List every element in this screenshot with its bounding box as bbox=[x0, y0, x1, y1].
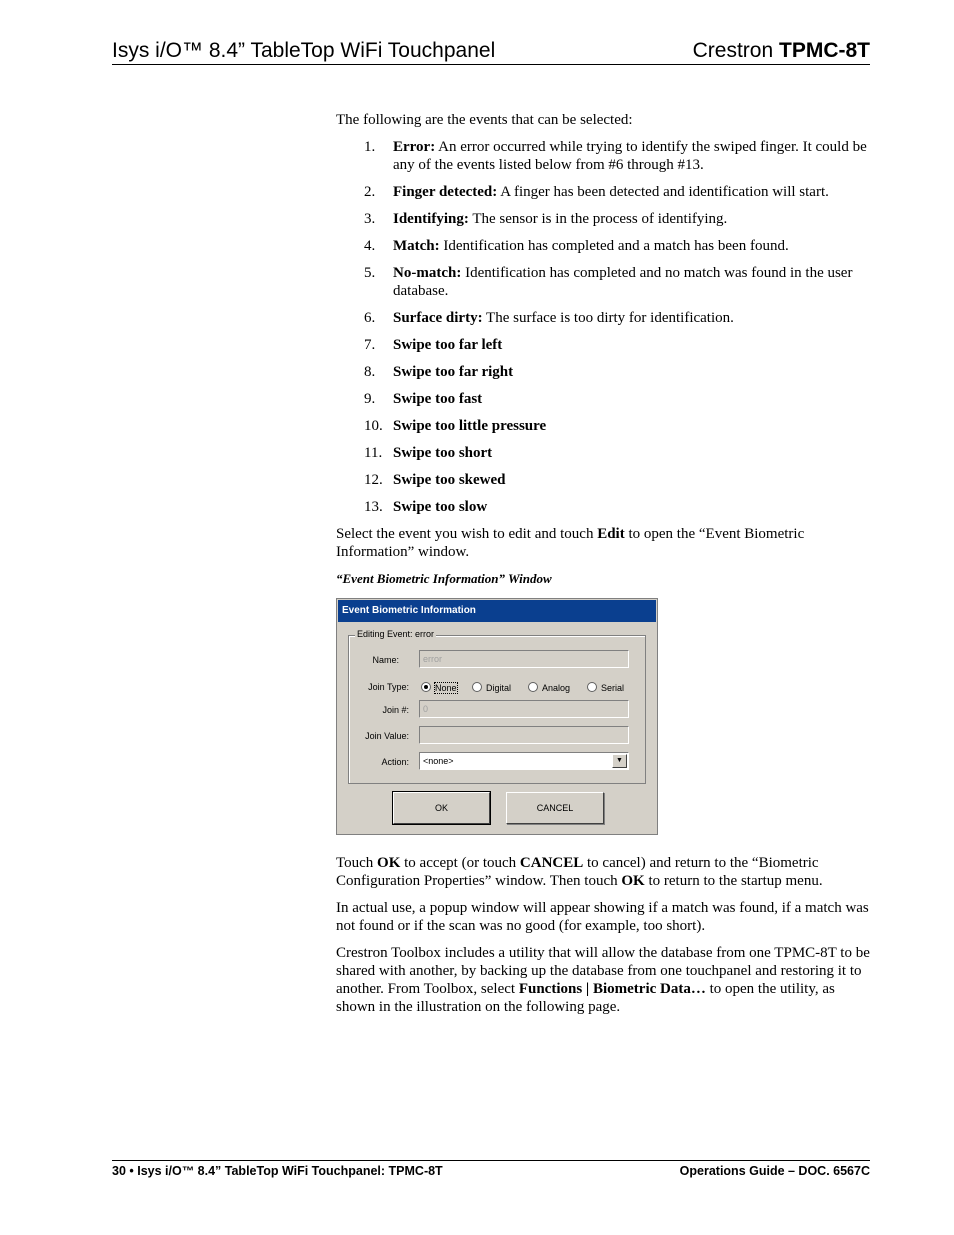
editing-event-group bbox=[348, 629, 646, 784]
dialog-titlebar: Event Biometric Information bbox=[338, 600, 656, 622]
event-name: Swipe too little pressure bbox=[393, 418, 547, 434]
list-item bbox=[336, 237, 870, 255]
header-model: TPMC-8T bbox=[779, 39, 870, 62]
select-paragraph: Select the event you wish to edit and touch Edit to open the “Event Biometric Information” window. bbox=[336, 526, 805, 560]
list-item-number: 3. bbox=[364, 211, 376, 227]
event-name: Match: bbox=[393, 238, 440, 254]
event-description: The surface is too dirty for identification. bbox=[486, 310, 734, 326]
list-item bbox=[336, 390, 870, 408]
list-item bbox=[336, 210, 870, 228]
list-item-number: 10. bbox=[364, 418, 383, 434]
name-field[interactable]: error bbox=[419, 650, 629, 668]
event-biometric-dialog bbox=[336, 598, 658, 835]
list-item-number: 8. bbox=[364, 364, 376, 380]
list-item bbox=[336, 417, 870, 435]
action-label: Action: bbox=[381, 757, 409, 767]
name-label: Name: bbox=[372, 655, 399, 665]
footer-left: 30 • Isys i/O™ 8.4” TableTop WiFi Touchpanel: TPMC-8T bbox=[112, 1164, 443, 1178]
list-item-number: 2. bbox=[364, 184, 376, 200]
events-list bbox=[336, 138, 870, 516]
join-number-field[interactable]: 0 bbox=[419, 700, 629, 718]
toolbox-paragraph: Crestron Toolbox includes a utility that will allow the database from one TPMC-8T to be shared with another, by backing up the database from one touchpanel and restoring it to another. From Toolbox, select Functions | Biometric Data… to open the utility, as shown in the illustration on the following page. bbox=[336, 945, 870, 1015]
event-name: Identifying: bbox=[393, 211, 469, 227]
event-description: An error occurred while trying to identify the swiped finger. It could be any of the events listed below from #6 through #13. bbox=[393, 139, 867, 173]
radio-analog-icon bbox=[528, 682, 538, 692]
event-name: No-match: bbox=[393, 265, 462, 281]
secondary-content bbox=[336, 854, 870, 1025]
list-item-number: 11. bbox=[364, 445, 383, 461]
list-item-number: 1. bbox=[364, 139, 376, 155]
list-item-number: 13. bbox=[364, 499, 383, 515]
list-item bbox=[336, 363, 870, 381]
event-description: A finger has been detected and identification will start. bbox=[500, 184, 829, 200]
radio-serial[interactable]: Serial bbox=[587, 682, 624, 693]
cancel-button[interactable]: CANCEL bbox=[506, 792, 604, 824]
intro-text: The following are the events that can be selected: bbox=[336, 112, 633, 128]
touch-paragraph: Touch OK to accept (or touch CANCEL to cancel) and return to the “Biometric Configuration Properties” window. Then touch OK to return to the startup menu. bbox=[336, 855, 823, 889]
event-name: Surface dirty: bbox=[393, 310, 483, 326]
list-item-number: 7. bbox=[364, 337, 376, 353]
list-item bbox=[336, 444, 870, 462]
main-content bbox=[336, 111, 870, 597]
list-item bbox=[336, 498, 870, 516]
action-select[interactable] bbox=[419, 752, 629, 770]
header-brand: Crestron bbox=[692, 39, 774, 62]
list-item-number: 9. bbox=[364, 391, 376, 407]
list-item bbox=[336, 183, 870, 201]
event-name: Swipe too skewed bbox=[393, 472, 506, 488]
event-name: Swipe too fast bbox=[393, 391, 483, 407]
radio-digital-icon bbox=[472, 682, 482, 692]
event-name: Error: bbox=[393, 139, 436, 155]
join-type-label: Join Type: bbox=[368, 682, 409, 692]
join-value-field[interactable] bbox=[419, 726, 629, 744]
actual-use-paragraph: In actual use, a popup window will appear showing if a match was found, if a match was not found or if the scan was no good (for example, too short). bbox=[336, 900, 869, 934]
event-name: Swipe too slow bbox=[393, 499, 488, 515]
figure-caption: “Event Biometric Information” Window bbox=[336, 571, 552, 586]
event-description: The sensor is in the process of identifying. bbox=[472, 211, 728, 227]
join-number-label: Join #: bbox=[382, 705, 409, 715]
header-brand-model bbox=[693, 38, 870, 64]
list-item bbox=[336, 336, 870, 354]
join-value-label: Join Value: bbox=[365, 731, 409, 741]
event-description: Identification has completed and a match has been found. bbox=[443, 238, 789, 254]
group-legend: Editing Event: error bbox=[357, 629, 435, 639]
list-item bbox=[336, 471, 870, 489]
list-item-number: 12. bbox=[364, 472, 383, 488]
event-description: Identification has completed and no match was found in the user database. bbox=[393, 265, 853, 299]
event-name: Swipe too far left bbox=[393, 337, 503, 353]
list-item-number: 4. bbox=[364, 238, 376, 254]
event-name: Finger detected: bbox=[393, 184, 498, 200]
event-name: Swipe too short bbox=[393, 445, 493, 461]
list-item bbox=[336, 138, 870, 174]
radio-digital[interactable]: Digital bbox=[472, 682, 511, 693]
event-name: Swipe too far right bbox=[393, 364, 514, 380]
chevron-down-icon[interactable]: ▼ bbox=[612, 754, 627, 768]
header-title: Isys i/O™ 8.4” TableTop WiFi Touchpanel bbox=[112, 39, 496, 62]
radio-none[interactable]: None bbox=[421, 682, 457, 693]
radio-serial-icon bbox=[587, 682, 597, 692]
list-item bbox=[336, 309, 870, 327]
page-header bbox=[112, 38, 870, 65]
radio-none-icon bbox=[421, 682, 431, 692]
radio-analog[interactable]: Analog bbox=[528, 682, 570, 693]
list-item-number: 5. bbox=[364, 265, 376, 281]
ok-button[interactable]: OK bbox=[393, 792, 490, 824]
action-select-value: <none> bbox=[423, 756, 454, 766]
page-footer bbox=[112, 1160, 870, 1181]
list-item bbox=[336, 264, 870, 300]
footer-right: Operations Guide – DOC. 6567C bbox=[679, 1164, 870, 1178]
list-item-number: 6. bbox=[364, 310, 376, 326]
